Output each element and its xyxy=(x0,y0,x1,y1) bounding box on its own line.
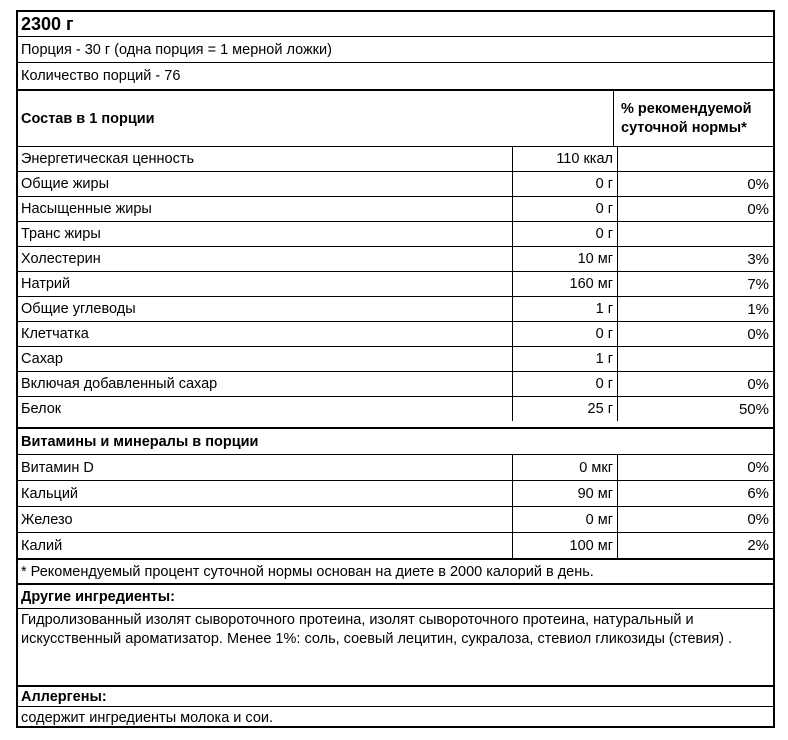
table-row xyxy=(18,171,773,196)
nutrient-name: Общие углеводы xyxy=(18,297,513,321)
nutrient-name: Калий xyxy=(18,533,513,558)
table-row xyxy=(18,321,773,346)
nutrient-name: Клетчатка xyxy=(18,322,513,346)
nutrient-name: Сахар xyxy=(18,347,513,371)
nutrient-amount: 0 г xyxy=(513,172,618,196)
nutrient-amount: 110 ккал xyxy=(513,147,618,171)
nutrient-amount: 160 мг xyxy=(513,272,618,296)
nutrient-name: Транс жиры xyxy=(18,222,513,246)
nutrient-name: Включая добавленный сахар xyxy=(18,372,513,396)
net-weight-row xyxy=(18,12,773,36)
table-row xyxy=(18,246,773,271)
table-row xyxy=(18,346,773,371)
nutrient-daily-value xyxy=(618,147,773,171)
nutrient-amount: 0 г xyxy=(513,222,618,246)
nutrition-label xyxy=(16,10,775,728)
table-row xyxy=(18,396,773,421)
vitamins-header-row xyxy=(18,427,773,454)
table-row xyxy=(18,480,773,506)
nutrient-daily-value: 2% xyxy=(747,537,769,554)
other-ingredients-text: Гидролизованный изолят сывороточного протеина, изолят сывороточного протеина, натуральный и искусственный ароматизатор. Менее 1%: соль, соевый лецитин, сукралоза, стевиол гликозиды (стевия) . xyxy=(21,612,733,647)
servings-count-row xyxy=(18,62,773,89)
nutrient-amount: 100 мг xyxy=(513,533,618,558)
nutrient-name: Железо xyxy=(18,507,513,532)
nutrient-name: Насыщенные жиры xyxy=(18,197,513,221)
nutrient-name: Энергетическая ценность xyxy=(18,147,513,171)
table-row xyxy=(18,271,773,296)
net-weight: 2300 г xyxy=(21,13,74,34)
nutrient-amount: 1 г xyxy=(513,297,618,321)
nutrient-name: Витамин D xyxy=(18,455,513,480)
nutrient-daily-value xyxy=(618,347,773,371)
allergens-title: Аллергены: xyxy=(21,688,107,705)
composition-title: Состав в 1 порции xyxy=(18,91,614,146)
nutrient-amount: 90 мг xyxy=(513,481,618,506)
nutrient-name: Кальций xyxy=(18,481,513,506)
table-row xyxy=(18,532,773,558)
other-ingredients-text-row xyxy=(18,608,773,685)
nutrient-daily-value: 0% xyxy=(747,325,769,343)
nutrient-daily-value: 3% xyxy=(747,250,769,268)
allergens-text: содержит ингредиенты молока и сои. xyxy=(21,709,274,726)
other-ingredients-title-row xyxy=(18,583,773,608)
nutrient-name: Белок xyxy=(18,397,513,421)
nutrient-daily-value: 50% xyxy=(738,400,769,418)
table-row xyxy=(18,454,773,480)
serving-size: Порция - 30 г (одна порция = 1 мерной ложки) xyxy=(21,41,332,58)
nutrient-amount: 25 г xyxy=(513,397,618,421)
nutrient-daily-value: 6% xyxy=(747,485,769,502)
table-row xyxy=(18,371,773,396)
table-row xyxy=(18,196,773,221)
table-row xyxy=(18,296,773,321)
nutrient-daily-value: 0% xyxy=(747,175,769,193)
other-ingredients-title: Другие ингредиенты: xyxy=(21,588,175,605)
nutrient-amount: 0 г xyxy=(513,372,618,396)
nutrient-amount: 10 мг xyxy=(513,247,618,271)
footnote-row xyxy=(18,558,773,583)
table-row xyxy=(18,221,773,246)
nutrient-daily-value: 0% xyxy=(747,459,769,476)
daily-value-header: % рекомендуемой суточной нормы* xyxy=(621,100,752,136)
nutrient-daily-value: 0% xyxy=(747,200,769,218)
nutrient-daily-value: 0% xyxy=(747,511,769,528)
nutrient-amount: 1 г xyxy=(513,347,618,371)
nutrient-daily-value: 0% xyxy=(747,375,769,393)
nutrient-amount: 0 г xyxy=(513,322,618,346)
nutrient-amount: 0 мкг xyxy=(513,455,618,480)
nutrient-amount: 0 мг xyxy=(513,507,618,532)
nutrient-daily-value xyxy=(618,222,773,246)
table-row xyxy=(18,146,773,171)
nutrient-amount: 0 г xyxy=(513,197,618,221)
allergens-title-row xyxy=(18,685,773,706)
nutrient-daily-value: 7% xyxy=(747,275,769,293)
serving-row xyxy=(18,36,773,62)
nutrient-name: Общие жиры xyxy=(18,172,513,196)
vitamins-title: Витамины и минералы в порции xyxy=(21,433,259,450)
nutrient-name: Холестерин xyxy=(18,247,513,271)
composition-header-row xyxy=(18,89,773,146)
footnote: * Рекомендуемый процент суточной нормы основан на диете в 2000 калорий в день. xyxy=(21,563,594,580)
allergens-text-row xyxy=(18,706,773,728)
table-row xyxy=(18,506,773,532)
nutrient-daily-value: 1% xyxy=(747,300,769,318)
servings-count: Количество порций - 76 xyxy=(21,68,181,84)
nutrient-name: Натрий xyxy=(18,272,513,296)
